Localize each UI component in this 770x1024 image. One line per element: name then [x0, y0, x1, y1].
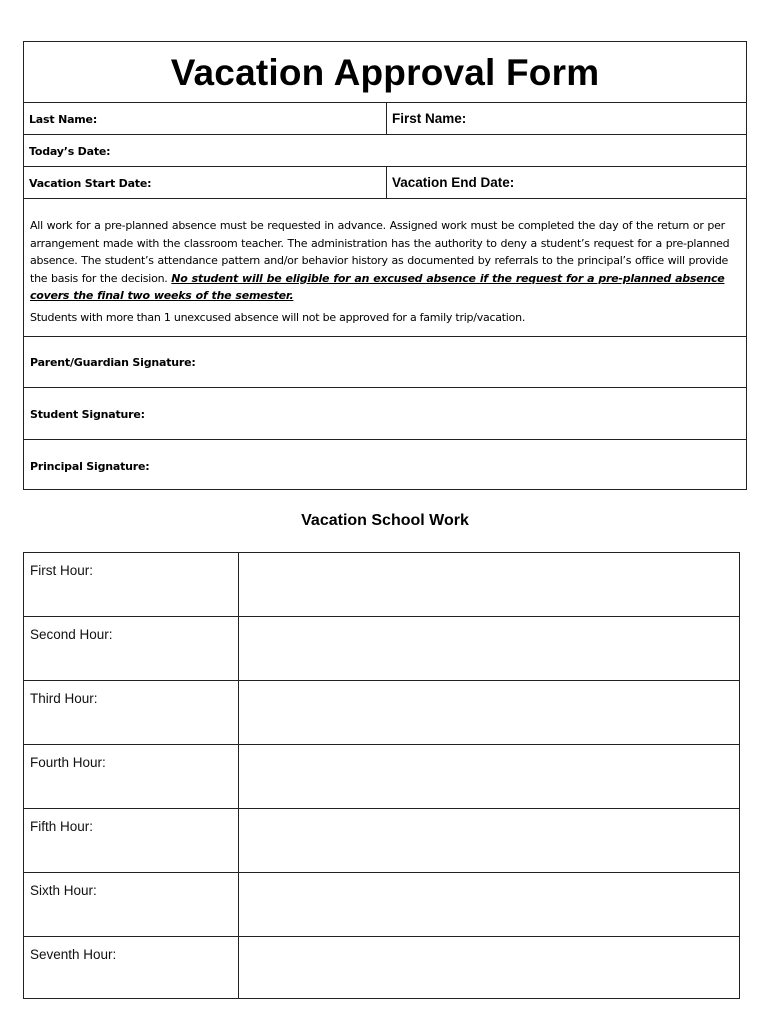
- work-row-label: Fifth Hour:: [24, 809, 239, 872]
- work-row-third-hour: [24, 681, 739, 745]
- start-date-label: Vacation Start Date:: [29, 177, 152, 190]
- todays-date-label: Today’s Date:: [29, 145, 111, 158]
- work-row-input[interactable]: [239, 937, 739, 999]
- school-work-title: Vacation School Work: [301, 512, 469, 529]
- name-row: [24, 103, 746, 135]
- work-row-input[interactable]: [239, 809, 739, 872]
- todays-date-row: [24, 135, 746, 167]
- work-row-label: Second Hour:: [24, 617, 239, 680]
- last-name-label: Last Name:: [29, 113, 98, 126]
- work-row-label: Third Hour:: [24, 681, 239, 744]
- work-row-label: Seventh Hour:: [24, 937, 239, 999]
- work-row-input[interactable]: [239, 553, 739, 616]
- notice-secondary: Students with more than 1 unexcused absence will not be approved for a family trip/vacation.: [30, 311, 526, 324]
- todays-date-field[interactable]: [24, 135, 746, 166]
- end-date-field[interactable]: [386, 167, 746, 198]
- notice-emphasis: No student will be eligible for an excused absence if the request for a pre-planned absence covers the final two weeks of the semester.: [30, 271, 725, 302]
- work-row-input[interactable]: [239, 873, 739, 936]
- work-row-first-hour: [24, 553, 739, 617]
- work-row-input[interactable]: [239, 681, 739, 744]
- work-row-fourth-hour: [24, 745, 739, 809]
- end-date-label: Vacation End Date:: [392, 175, 515, 190]
- work-row-second-hour: [24, 617, 739, 681]
- parent-signature-row[interactable]: [24, 337, 746, 388]
- principal-signature-label: Principal Signature:: [30, 460, 150, 473]
- principal-signature-row[interactable]: [24, 440, 746, 490]
- policy-notice-text: [30, 217, 736, 305]
- student-signature-label: Student Signature:: [30, 408, 145, 421]
- work-row-seventh-hour: [24, 937, 739, 999]
- vacation-dates-row: [24, 167, 746, 199]
- work-row-fifth-hour: [24, 809, 739, 873]
- parent-signature-label: Parent/Guardian Signature:: [30, 356, 196, 369]
- work-row-label: First Hour:: [24, 553, 239, 616]
- school-work-table: [23, 552, 740, 999]
- student-signature-row[interactable]: [24, 388, 746, 440]
- vacation-approval-form: [23, 41, 747, 490]
- last-name-field[interactable]: [24, 103, 386, 134]
- first-name-field[interactable]: [386, 103, 746, 134]
- policy-notice: [24, 199, 746, 337]
- notice-body: All work for a pre-planned absence must be requested in advance. Assigned work must be completed the day of the return or per arrangement made with the classroom teacher. The administration has the authority to deny a student’s request for a pre-planned absence. The student’s attendance pattern and/or behavior history as documented by referrals to the principal’s office will provide the basis for the decision.: [30, 219, 730, 285]
- work-row-input[interactable]: [239, 617, 739, 680]
- work-row-label: Sixth Hour:: [24, 873, 239, 936]
- first-name-label: First Name:: [392, 111, 467, 126]
- form-title: Vacation Approval Form: [24, 42, 746, 103]
- start-date-field[interactable]: [24, 167, 386, 198]
- work-row-sixth-hour: [24, 873, 739, 937]
- work-row-label: Fourth Hour:: [24, 745, 239, 808]
- work-row-input[interactable]: [239, 745, 739, 808]
